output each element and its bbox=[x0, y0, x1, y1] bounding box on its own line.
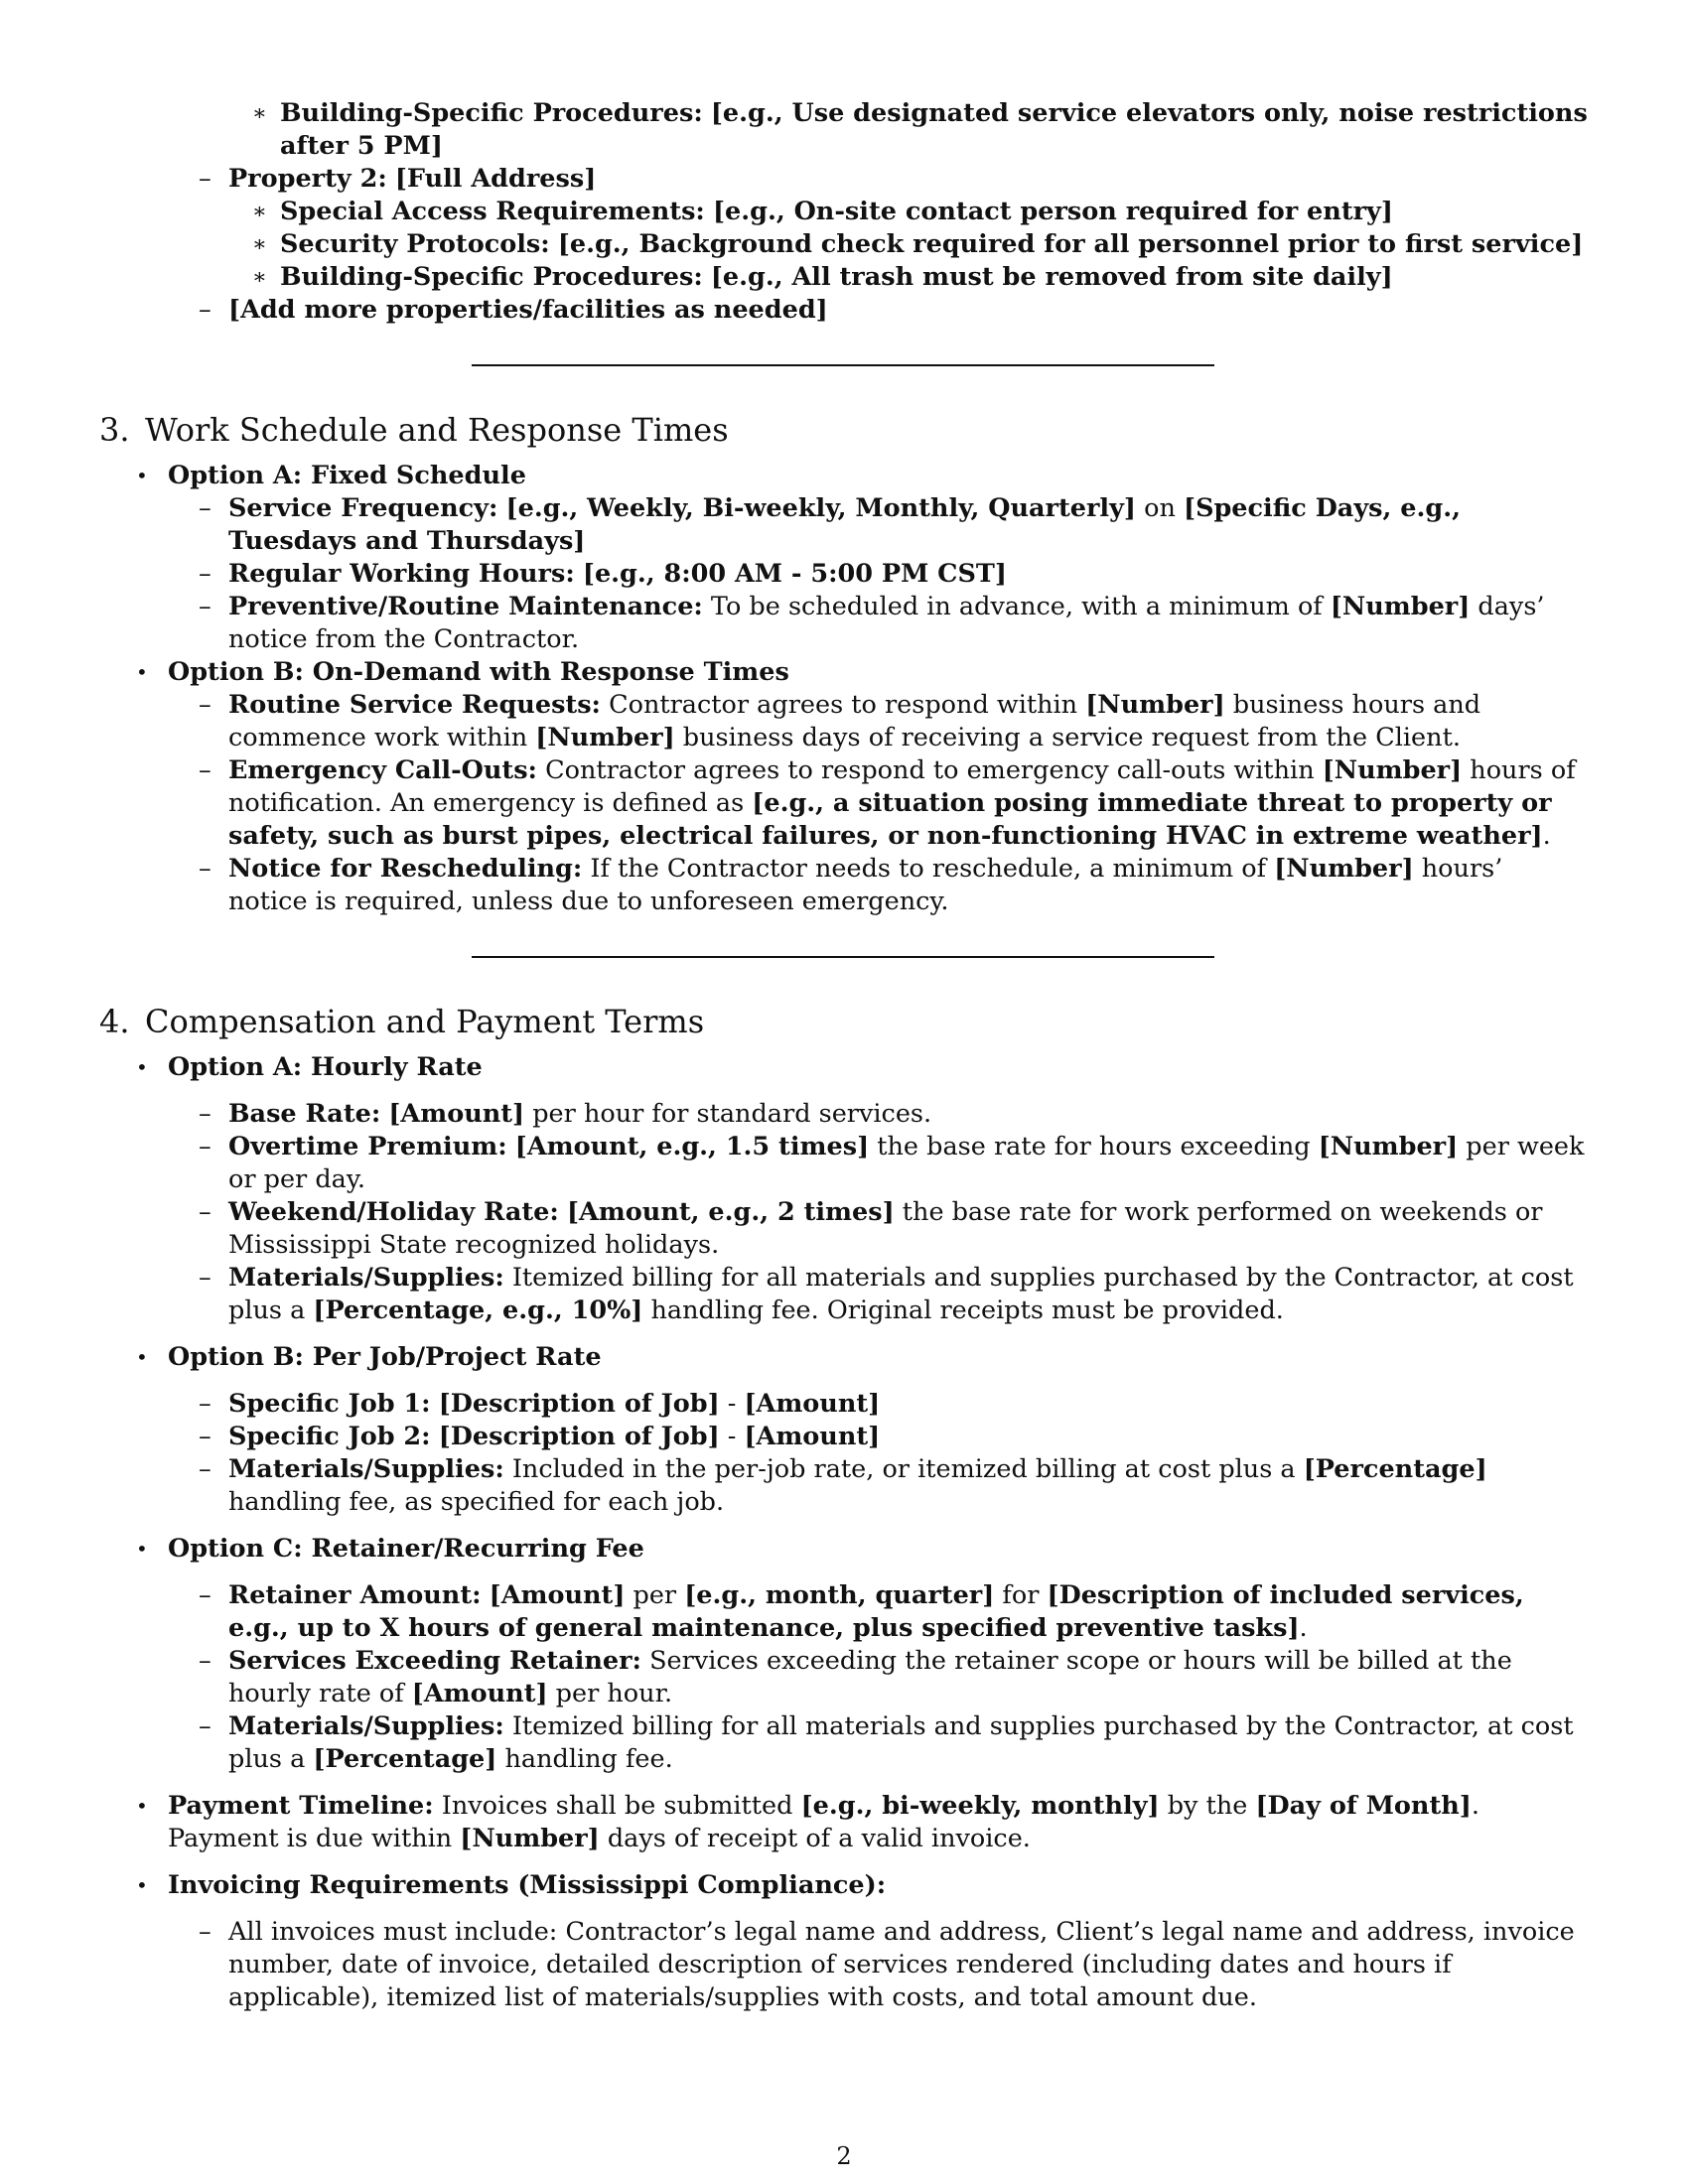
dash-marker: – bbox=[199, 1197, 211, 1227]
dash-marker: – bbox=[199, 690, 211, 720]
dash-marker: – bbox=[199, 854, 211, 884]
dash-marker: – bbox=[199, 1422, 211, 1451]
compensation-options bbox=[99, 1051, 1589, 1327]
list-item: – Materials/Supplies: Included in the per-job rate, or itemized billing at cost plus a [Percentage] handling fee, as specified for each job. bbox=[199, 1454, 1487, 1517]
section-divider bbox=[472, 364, 1214, 366]
dash-marker: – bbox=[199, 1389, 211, 1419]
dash-marker: – bbox=[199, 164, 211, 194]
list-item: • Option B: Per Job/Project Rate bbox=[136, 1342, 602, 1372]
bullet-marker: • bbox=[136, 1345, 148, 1369]
asterisk-marker: ∗ bbox=[252, 232, 267, 257]
invoicing-requirements bbox=[99, 1869, 1589, 2014]
list-item: – Services Exceeding Retainer: Services exceeding the retainer scope or hours will be billed at the hourly rate of [Amount] per hour. bbox=[199, 1646, 1512, 1708]
bullet-marker: • bbox=[136, 1055, 148, 1079]
list-item: – Notice for Rescheduling: If the Contractor needs to reschedule, a minimum of [Number] hours’ notice is required, unless due to unforeseen emergency. bbox=[199, 854, 1503, 916]
list-item: – [Add more properties/facilities as needed] bbox=[199, 295, 828, 325]
list-item: – Preventive/Routine Maintenance: To be scheduled in advance, with a minimum of [Number] days’ notice from the Contractor. bbox=[199, 592, 1545, 654]
page-number: 2 bbox=[836, 2142, 852, 2170]
list-item: – Specific Job 1: [Description of Job] - [Amount] bbox=[199, 1389, 881, 1419]
asterisk-marker: ∗ bbox=[252, 265, 267, 290]
bullet-marker: • bbox=[136, 660, 148, 684]
list-item: – Materials/Supplies: Itemized billing for all materials and supplies purchased by the Contractor, at cost plus a [Percentage, e.g., 10%] handling fee. Original receipts must be provided. bbox=[199, 1263, 1574, 1325]
list-item: – Overtime Premium: [Amount, e.g., 1.5 times] the base rate for hours exceeding [Number] per week or per day. bbox=[199, 1132, 1585, 1194]
list-item: • Option A: Fixed Schedule bbox=[136, 461, 526, 490]
spacer bbox=[99, 1776, 1589, 1790]
list-item: ∗ Building-Specific Procedures: [e.g., Use designated service elevators only, noise restrictions after 5 PM] bbox=[252, 98, 1588, 161]
dash-marker: – bbox=[199, 559, 211, 589]
list-item: – Specific Job 2: [Description of Job] - [Amount] bbox=[199, 1422, 881, 1451]
list-item: – Regular Working Hours: [e.g., 8:00 AM - 5:00 PM CST] bbox=[199, 559, 1007, 589]
bullet-marker: • bbox=[136, 1537, 148, 1561]
section-heading: 3. Work Schedule and Response Times bbox=[99, 411, 729, 449]
dash-marker: – bbox=[199, 755, 211, 785]
list-item: • Payment Timeline: Invoices shall be submitted [e.g., bi-weekly, monthly] by the [Day of Month]. Payment is due within [Number] days of receipt of a valid invoice. bbox=[136, 1791, 1479, 1853]
list-item: ∗ Special Access Requirements: [e.g., On-site contact person required for entry] bbox=[252, 197, 1393, 226]
spacer bbox=[99, 1327, 1589, 1341]
list-item: ∗ Building-Specific Procedures: [e.g., All trash must be removed from site daily] bbox=[252, 262, 1393, 292]
asterisk-marker: ∗ bbox=[252, 200, 267, 224]
list-item: – Routine Service Requests: Contractor agrees to respond within [Number] business hours and commence work within [Number] business days of receiving a service request from the Client. bbox=[199, 690, 1481, 752]
bullet-marker: • bbox=[136, 464, 148, 487]
dash-marker: – bbox=[199, 493, 211, 523]
bullet-marker: • bbox=[136, 1794, 148, 1818]
dash-marker: – bbox=[199, 1646, 211, 1676]
list-item: – Service Frequency: [e.g., Weekly, Bi-weekly, Monthly, Quarterly] on [Specific Days, e.g., Tuesdays and Thursdays] bbox=[199, 493, 1461, 556]
property-list bbox=[99, 97, 1589, 327]
payment-terms bbox=[99, 1790, 1589, 1855]
compensation-options bbox=[99, 1533, 1589, 1776]
schedule-options bbox=[99, 460, 1589, 918]
list-item: • Option C: Retainer/Recurring Fee bbox=[136, 1534, 644, 1564]
list-item: – Retainer Amount: [Amount] per [e.g., month, quarter] for [Description of included services, e.g., up to X hours of general maintenance, plus specified preventive tasks]. bbox=[199, 1580, 1524, 1643]
dash-marker: – bbox=[199, 1099, 211, 1129]
list-item: – Materials/Supplies: Itemized billing for all materials and supplies purchased by the Contractor, at cost plus a [Percentage] handling fee. bbox=[199, 1711, 1574, 1774]
list-item: • Option A: Hourly Rate bbox=[136, 1052, 483, 1082]
dash-marker: – bbox=[199, 1263, 211, 1293]
spacer bbox=[99, 1855, 1589, 1869]
bullet-marker: • bbox=[136, 1873, 148, 1897]
dash-marker: – bbox=[199, 1917, 211, 1947]
list-item: – All invoices must include: Contractor’s legal name and address, Client’s legal name and address, invoice number, date of invoice, detailed description of services rendered (including dates and hours if applicable), itemized list of materials/supplies with costs, and total amount due. bbox=[199, 1917, 1575, 2012]
list-item: • Invoicing Requirements (Mississippi Compliance): bbox=[136, 1870, 887, 1900]
list-item: • Option B: On-Demand with Response Times bbox=[136, 657, 789, 687]
list-item: – Emergency Call-Outs: Contractor agrees to respond to emergency call-outs within [Number] hours of notification. An emergency is defined as [e.g., a situation posing immediate threat to property or safety, such as burst pipes, electrical failures, or non-functioning HVAC in extreme weather]. bbox=[199, 755, 1576, 851]
dash-marker: – bbox=[199, 1711, 211, 1741]
list-item: – Base Rate: [Amount] per hour for standard services. bbox=[199, 1099, 932, 1129]
dash-marker: – bbox=[199, 1132, 211, 1161]
dash-marker: – bbox=[199, 295, 211, 325]
spacer bbox=[99, 1519, 1589, 1533]
dash-marker: – bbox=[199, 592, 211, 621]
section-divider bbox=[472, 956, 1214, 958]
list-item: ∗ Security Protocols: [e.g., Background check required for all personnel prior to first service] bbox=[252, 229, 1584, 259]
dash-marker: – bbox=[199, 1580, 211, 1610]
list-item: – Weekend/Holiday Rate: [Amount, e.g., 2 times] the base rate for work performed on weekends or Mississippi State recognized holidays. bbox=[199, 1197, 1543, 1260]
section-heading: 4. Compensation and Payment Terms bbox=[99, 1003, 705, 1040]
dash-marker: – bbox=[199, 1454, 211, 1484]
asterisk-marker: ∗ bbox=[252, 101, 267, 126]
document-page bbox=[99, 97, 1589, 2014]
list-item: – Property 2: [Full Address] bbox=[199, 164, 597, 194]
compensation-options bbox=[99, 1341, 1589, 1519]
